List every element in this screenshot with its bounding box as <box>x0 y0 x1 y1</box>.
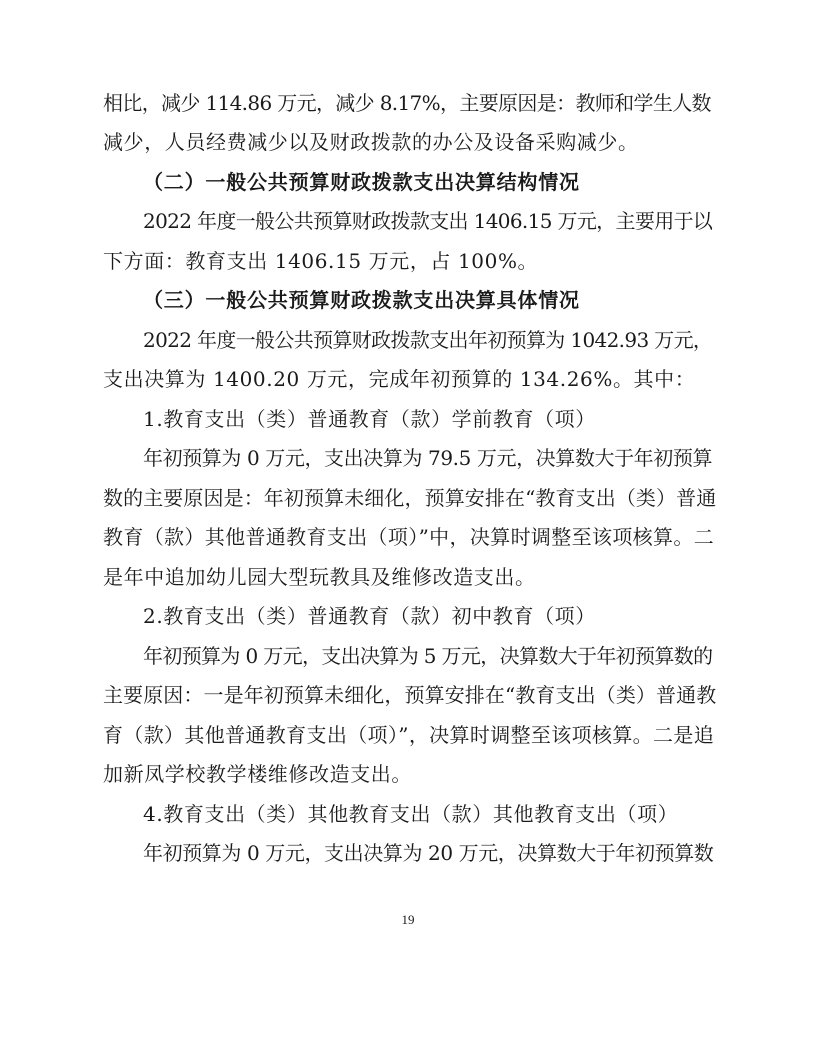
paragraph-line: 年初预算为 0 万元，支出决算为 20 万元，决算数大于年初预算数 <box>143 841 714 865</box>
paragraph-line: 数的主要原因是：年初预算未细化，预算安排在“教育支出（类）普通 <box>103 486 717 510</box>
paragraph-line: 下方面：教育支出 1406.15 万元，占 100%。 <box>103 249 539 273</box>
list-item-title: 1.教育支出（类）普通教育（款）学前教育（项） <box>143 407 596 431</box>
list-item-title: 2.教育支出（类）普通教育（款）初中教育（项） <box>143 604 596 628</box>
paragraph-line: 支出决算为 1400.20 万元，完成年初预算的 134.26%。其中： <box>103 367 696 391</box>
page-number: 19 <box>401 912 415 927</box>
paragraph-line: 育（款）其他普通教育支出（项）”，决算时调整至该项核算。二是追 <box>103 723 715 747</box>
paragraph-line: 加新凤学校教学楼维修改造支出。 <box>103 762 412 786</box>
paragraph-line: 2022 年度一般公共预算财政拨款支出 1406.15 万元，主要用于以 <box>143 209 713 233</box>
paragraph-line: 教育（款）其他普通教育支出（项）”中，决算时调整至该项核算。二 <box>103 525 715 549</box>
paragraph-line: 2022 年度一般公共预算财政拨款支出年初预算为 1042.93 万元， <box>143 328 713 352</box>
paragraph-line: 主要原因：一是年初预算未细化，预算安排在“教育支出（类）普通教 <box>103 683 717 707</box>
paragraph-line: 年初预算为 0 万元，支出决算为 79.5 万元，决算数大于年初预算 <box>143 446 713 470</box>
paragraph-line: 是年中追加幼儿园大型玩教具及维修改造支出。 <box>103 565 536 589</box>
paragraph-line: 减少，人员经费减少以及财政拨款的办公及设备采购减少。 <box>103 130 639 154</box>
section-heading: （二）一般公共预算财政拨款支出决算结构情况 <box>143 170 580 194</box>
section-heading: （三）一般公共预算财政拨款支出决算具体情况 <box>143 288 580 312</box>
paragraph-line: 相比，减少 114.86 万元，减少 8.17%，主要原因是：教师和学生人数 <box>103 91 711 115</box>
paragraph-line: 年初预算为 0 万元，支出决算为 5 万元，决算数大于年初预算数的 <box>143 644 713 668</box>
list-item-title: 4.教育支出（类）其他教育支出（款）其他教育支出（项） <box>143 802 679 826</box>
